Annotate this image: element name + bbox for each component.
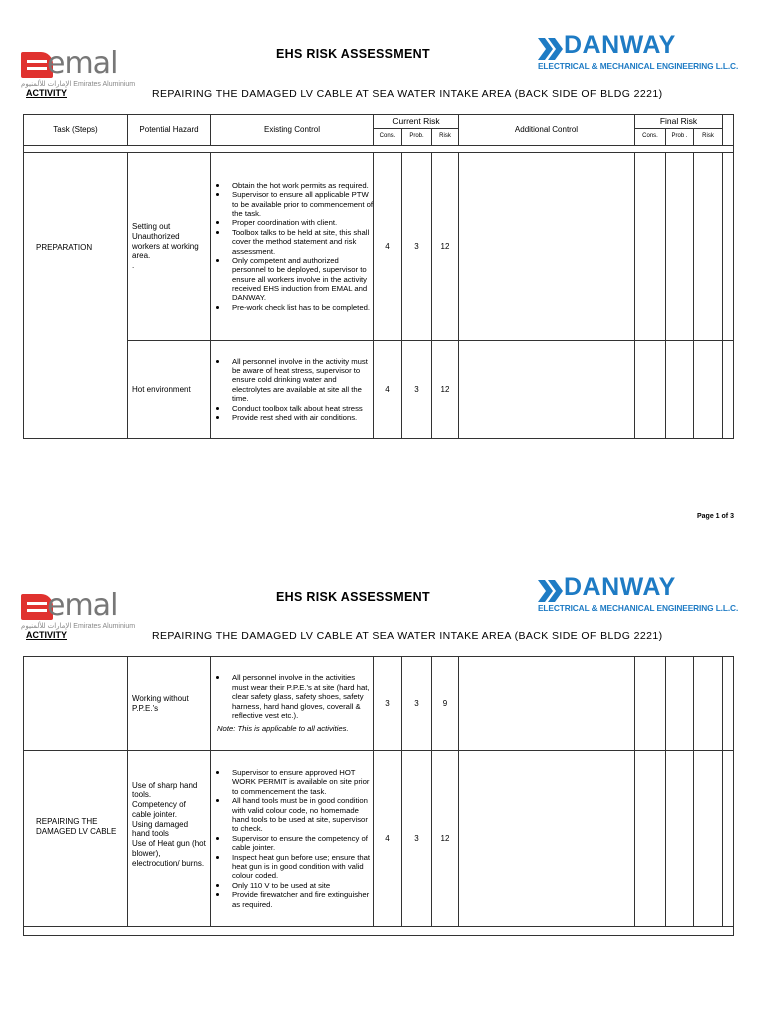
prob-value: 3 [402,153,432,341]
risk-table-page-2 [23,656,734,936]
danway-chevron-icon [538,38,566,60]
risk-value: 12 [432,341,459,439]
control-item: Conduct toolbox talk about heat stress [223,404,373,413]
control-list [211,673,373,720]
final-cons-cell [635,341,666,439]
page-number: Page 1 of 3 [697,513,734,520]
hazard-cell [128,341,211,439]
emal-logo-subtext: الإمارات للألمنيوم Emirates Aluminium [21,81,136,88]
risk-value: 12 [432,153,459,341]
document-title: EHS RISK ASSESSMENT [276,590,430,604]
existing-control-cell [211,153,374,341]
table-bottom-row [24,927,734,936]
cons-value: 4 [374,341,402,439]
hazard-cell [128,153,211,341]
existing-control-cell [211,657,374,751]
existing-control-cell [211,751,374,927]
control-item: Supervisor to ensure all applicable PTW to be available prior to commencement of the task. [223,190,373,218]
final-risk-cell [694,751,723,927]
final-cons-cell [635,657,666,751]
header-current-risk: Current Risk [374,115,459,129]
risk-value: 12 [432,751,459,927]
header-final-prob: Prob . [666,128,694,145]
task-cell [24,751,128,927]
activity-label: ACTIVITY [26,630,68,640]
cons-value: 4 [374,751,402,927]
final-risk-cell [694,657,723,751]
control-item: Toolbox talks to be held at site, this shall cover the method statement and risk assessment. [223,228,373,256]
final-prob-cell [666,751,694,927]
prob-value: 3 [402,657,432,751]
control-item: Obtain the hot work permits as required. [223,181,373,190]
header-risk: Risk [432,128,459,145]
activity-description: REPAIRING THE DAMAGED LV CABLE AT SEA WATER INTAKE AREA (BACK SIDE OF BLDG 2221) [152,88,663,100]
danway-logo-tagline: ELECTRICAL & MECHANICAL ENGINEERING L.L.C. [538,603,739,613]
danway-logo [538,31,739,76]
final-prob-cell [666,341,694,439]
danway-logo-name: DANWAY [564,31,676,59]
document-title: EHS RISK ASSESSMENT [276,47,430,61]
note-text: Note: This is applicable to all activities. [217,724,349,734]
control-list [211,768,373,909]
table-row [24,751,734,927]
cons-value: 4 [374,153,402,341]
final-prob-cell [666,657,694,751]
header-additional-control: Additional Control [459,115,635,146]
activity-label: ACTIVITY [26,88,68,98]
control-list [211,181,373,312]
emal-logo-wordmark: emal [47,588,118,623]
emal-logo-subtext: الإمارات للألمنيوم Emirates Aluminium [21,623,136,630]
hazard-text: Use of sharp hand tools. Competency of cable jointer. Using damaged hand tools Use of Heat gun (hot blower), electrocution/ burns. [132,780,206,868]
hazard-text: Working without P.P.E.'s [132,693,189,713]
header-cons: Cons. [374,128,402,145]
control-item: Supervisor to ensure the competency of cable jointer. [223,834,373,853]
risk-value: 9 [432,657,459,751]
extra-cell [723,751,734,927]
prob-value: 3 [402,341,432,439]
additional-control-cell [459,153,635,341]
activity-description: REPAIRING THE DAMAGED LV CABLE AT SEA WATER INTAKE AREA (BACK SIDE OF BLDG 2221) [152,630,663,642]
risk-table-page-1 [23,114,734,439]
final-risk-cell [694,341,723,439]
control-item: Only competent and authorized personnel to be deployed, supervisor to ensure all workers involve in the activity received EHS induction from EMAL and DANWAY. [223,256,373,303]
cons-value: 3 [374,657,402,751]
additional-control-cell [459,751,635,927]
table-row [24,153,734,341]
final-cons-cell [635,751,666,927]
danway-logo-tagline: ELECTRICAL & MECHANICAL ENGINEERING L.L.C. [538,61,739,71]
header-extra-col [723,115,734,146]
final-risk-cell [694,153,723,341]
table-row [24,341,734,439]
control-item: Only 110 V to be used at site [223,881,373,890]
header-final-cons: Cons. [635,128,666,145]
additional-control-cell [459,341,635,439]
danway-logo-name: DANWAY [564,573,676,601]
control-item: All hand tools must be in good condition with valid colour code, no homemade hand tools to be used at site, supervisor to check. [223,796,373,834]
hazard-cell [128,657,211,751]
header-prob: Prob. [402,128,432,145]
task-cell [24,153,128,439]
header-hazard: Potential Hazard [128,115,211,146]
control-item: Inspect heat gun before use; ensure that heat gun is in good condition with valid colour coded. [223,853,373,881]
control-list [211,357,373,423]
prob-value: 3 [402,751,432,927]
final-cons-cell [635,153,666,341]
control-item: Supervisor to ensure approved HOT WORK PERMIT is available on site prior to commencement the task. [223,768,373,796]
extra-cell [723,657,734,751]
hazard-text: Hot environment [132,384,191,394]
header-final-risk: Final Risk [635,115,723,129]
danway-chevron-icon [538,580,566,602]
header-task: Task (Steps) [24,115,128,146]
control-item: Pre-work check list has to be completed. [223,303,373,312]
control-item: All personnel involve in the activities must wear their P.P.E.'s at site (hard hat, clear safety glass, safety shoes, safety harness, hard hand gloves, coverall & reflective vest etc.). [223,673,373,720]
danway-logo [538,573,739,618]
extra-cell [723,153,734,341]
existing-control-cell [211,341,374,439]
control-item: Provide firewatcher and fire extinguisher as required. [223,890,373,909]
control-item: Provide rest shed with air conditions. [223,413,373,422]
extra-cell [723,341,734,439]
additional-control-cell [459,657,635,751]
task-cell [24,657,128,751]
task-name: PREPARATION [36,242,93,252]
table-row [24,657,734,751]
final-prob-cell [666,153,694,341]
task-name: REPAIRING THE DAMAGED LV CABLE [36,816,117,836]
emal-logo-wordmark: emal [47,46,118,81]
header-existing-control: Existing Control [211,115,374,146]
header-final-risk: Risk [694,128,723,145]
control-item: Proper coordination with client. [223,218,373,227]
table-spacer-row [24,146,734,153]
hazard-cell [128,751,211,927]
control-item: All personnel involve in the activity must be aware of heat stress, supervisor to ensure cold drinking water and electrolytes are available at site all the time. [223,357,373,404]
hazard-text: Setting out Unauthorized workers at working area. . [132,222,199,271]
table-header-row [24,115,734,129]
